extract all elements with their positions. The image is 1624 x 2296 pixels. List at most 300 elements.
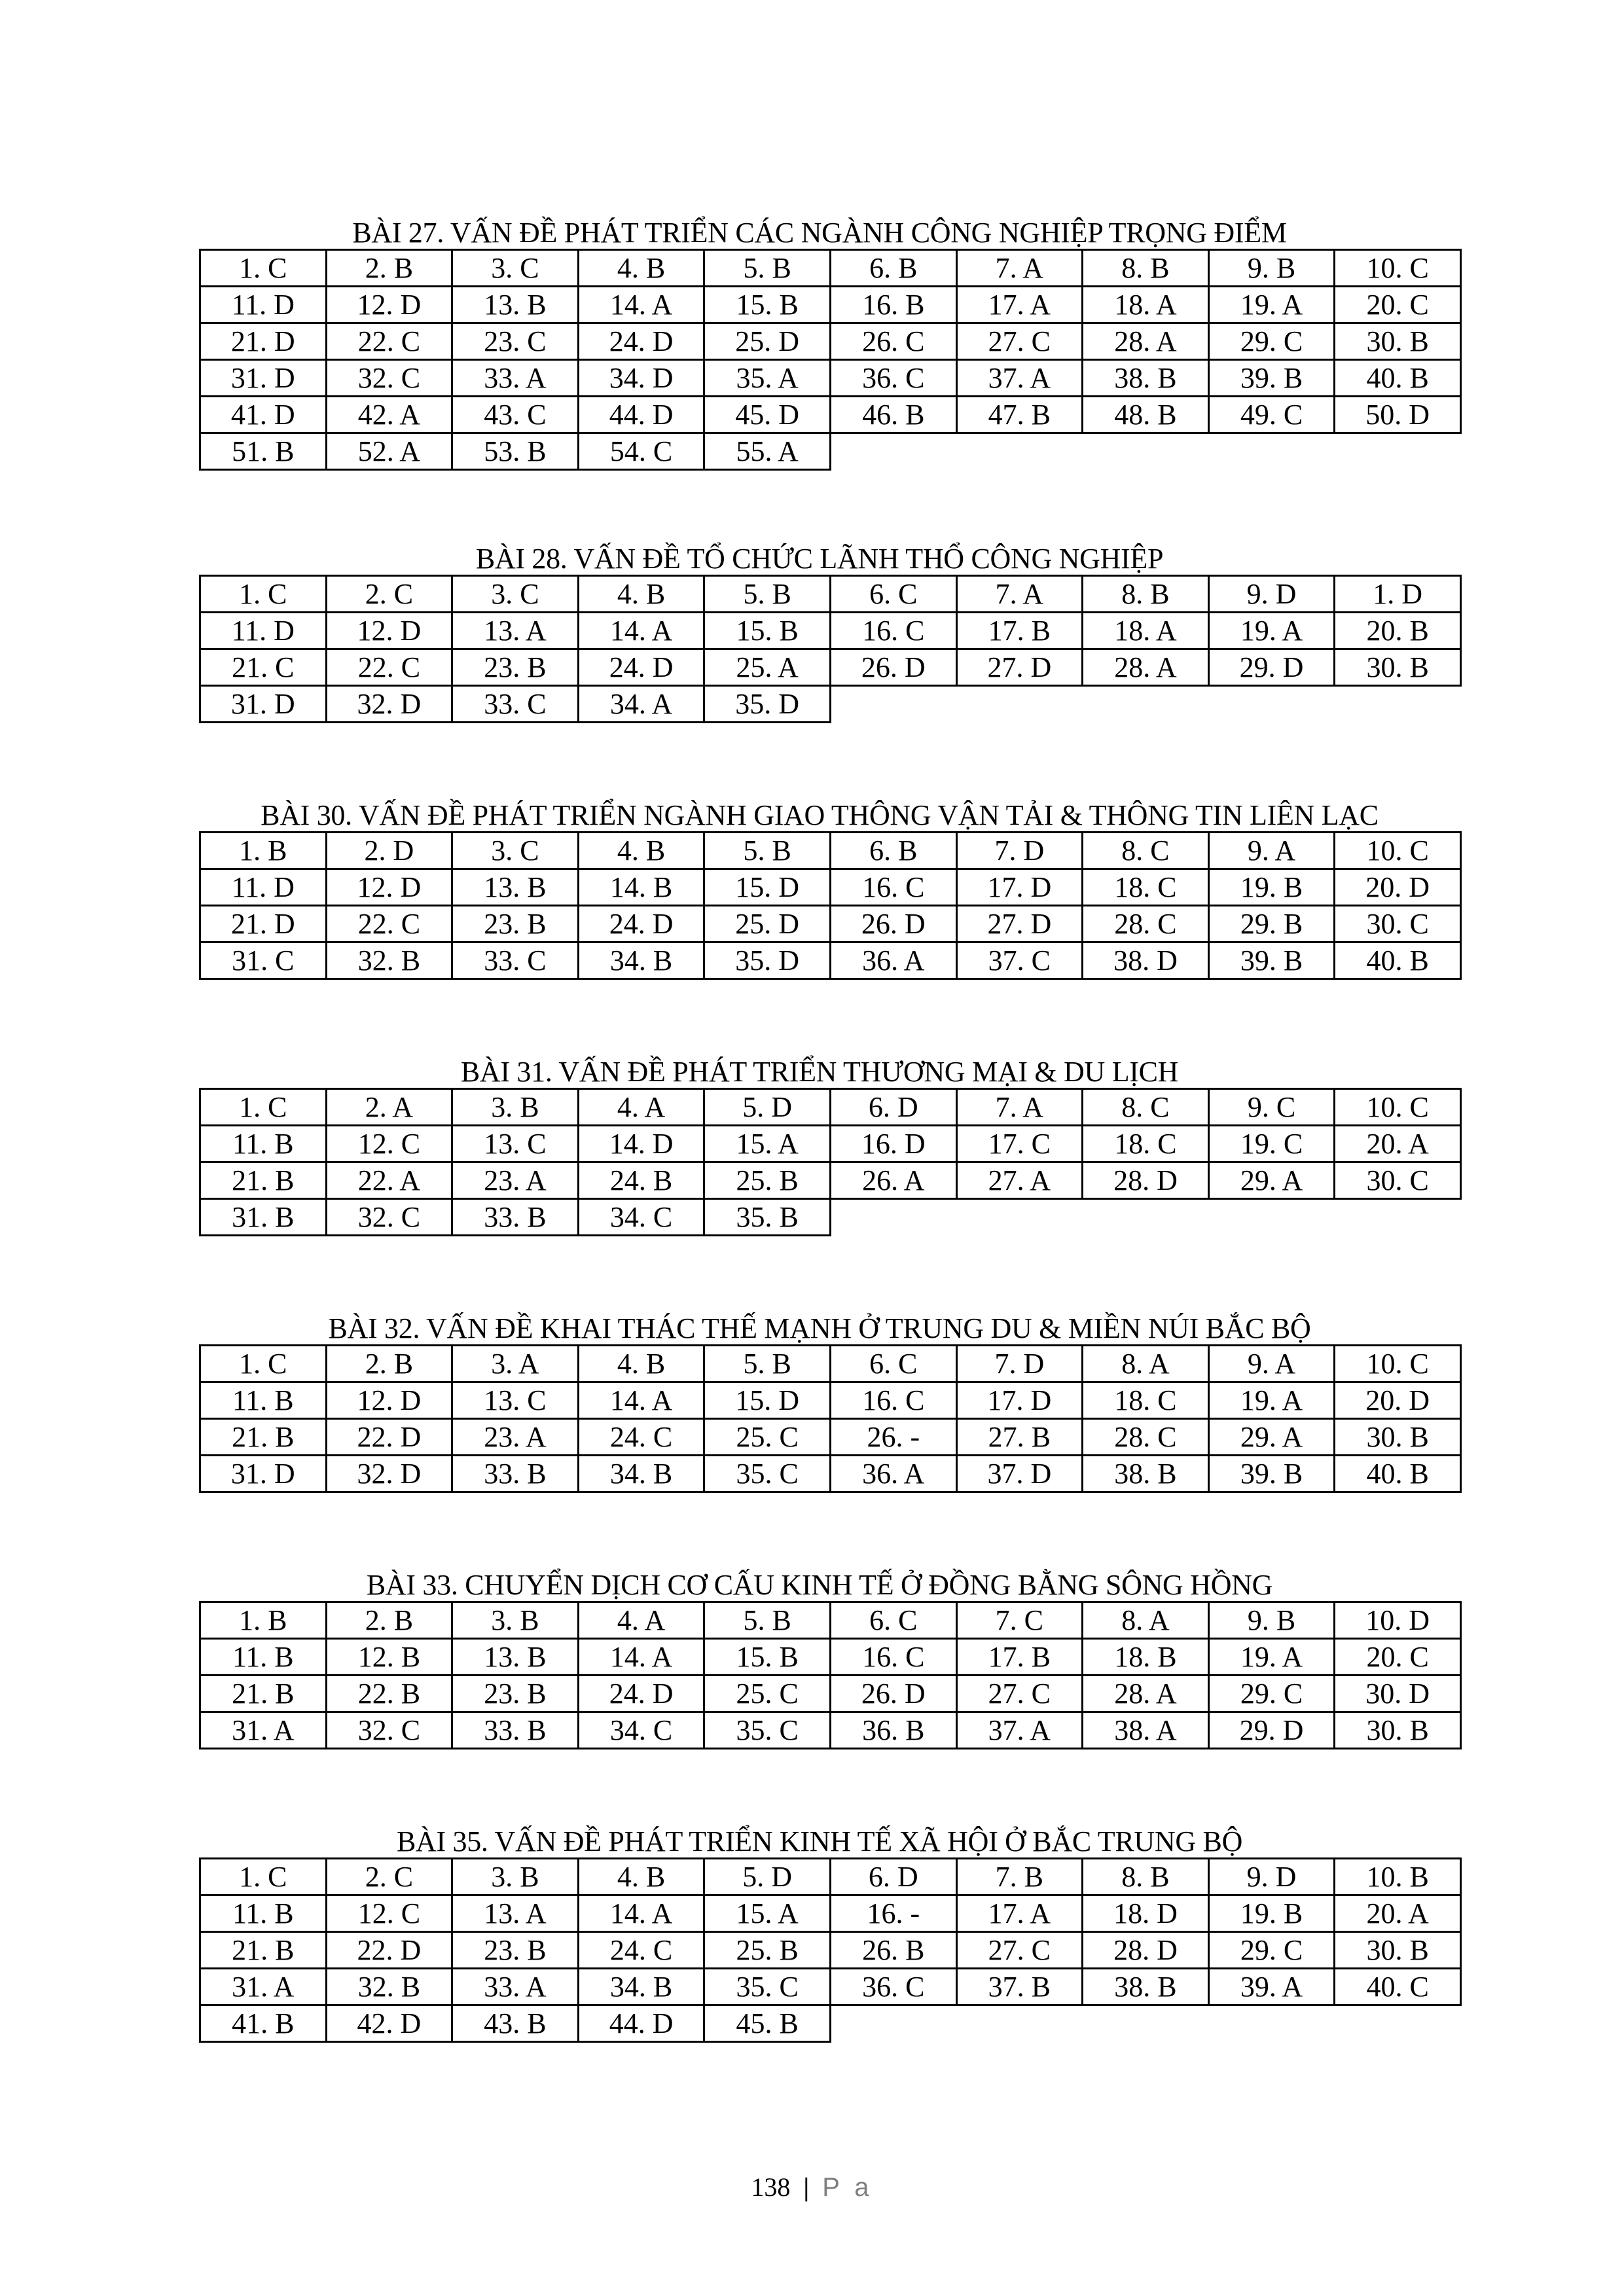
table-row xyxy=(200,942,1461,979)
answer-cell: 37. C xyxy=(956,942,1083,979)
answer-cell: 53. B xyxy=(452,433,579,470)
table-row xyxy=(200,869,1461,906)
table-row xyxy=(200,576,1461,613)
answer-cell: 18. C xyxy=(1083,869,1209,906)
answer-cell: 25. C xyxy=(704,1676,831,1712)
answer-cell: 13. B xyxy=(452,1639,579,1676)
table-row xyxy=(200,2005,1461,2042)
table-row xyxy=(200,1382,1461,1419)
answer-cell: 33. C xyxy=(452,686,579,723)
answer-cell: 3. C xyxy=(452,833,579,869)
answer-cell: 4. B xyxy=(578,833,704,869)
answer-cell: 11. B xyxy=(200,1382,327,1419)
answer-cell: 31. C xyxy=(200,942,327,979)
answer-cell: 21. D xyxy=(200,906,327,942)
empty-cell xyxy=(1208,433,1335,470)
answer-cell: 31. A xyxy=(200,1712,327,1749)
table-row xyxy=(200,833,1461,869)
answer-cell: 33. A xyxy=(452,1969,579,2005)
answer-cell: 44. D xyxy=(578,397,704,433)
answer-cell: 49. C xyxy=(1208,397,1335,433)
answer-cell: 23. B xyxy=(452,1676,579,1712)
answer-cell: 29. D xyxy=(1208,649,1335,686)
answer-cell: 21. B xyxy=(200,1932,327,1969)
answer-cell: 55. A xyxy=(704,433,831,470)
answer-cell: 17. B xyxy=(956,1639,1083,1676)
answer-cell: 13. B xyxy=(452,869,579,906)
answer-cell: 24. D xyxy=(578,323,704,360)
answer-cell: 37. A xyxy=(956,360,1083,397)
table-row xyxy=(200,686,1461,723)
answer-cell: 1. C xyxy=(200,1346,327,1382)
answer-cell: 13. B xyxy=(452,287,579,323)
answer-cell: 4. B xyxy=(578,250,704,287)
answer-cell: 2. B xyxy=(326,1346,452,1382)
answer-cell: 5. D xyxy=(704,1089,831,1126)
answer-cell: 38. B xyxy=(1083,1969,1209,2005)
empty-cell xyxy=(1208,1199,1335,1236)
answer-cell: 27. C xyxy=(956,1932,1083,1969)
answer-cell: 20. B xyxy=(1335,613,1461,649)
answer-cell: 35. C xyxy=(704,1969,831,2005)
answer-cell: 34. D xyxy=(578,360,704,397)
answer-cell: 14. B xyxy=(578,869,704,906)
answer-cell: 17. A xyxy=(956,1895,1083,1932)
answer-cell: 35. D xyxy=(704,942,831,979)
empty-cell xyxy=(1335,1199,1461,1236)
answer-cell: 39. A xyxy=(1208,1969,1335,2005)
answer-cell: 32. C xyxy=(326,1712,452,1749)
answer-cell: 9. A xyxy=(1208,1346,1335,1382)
answer-cell: 34. C xyxy=(578,1199,704,1236)
answer-cell: 2. C xyxy=(326,1859,452,1895)
answer-cell: 40. B xyxy=(1335,942,1461,979)
answer-cell: 24. C xyxy=(578,1419,704,1456)
answer-cell: 28. A xyxy=(1083,1676,1209,1712)
answer-cell: 54. C xyxy=(578,433,704,470)
section-title: BÀI 33. CHUYỂN DỊCH CƠ CẤU KINH TẾ Ở ĐỒNG BẰNG SÔNG HỒNG xyxy=(366,1569,1273,1601)
answer-cell: 24. D xyxy=(578,1676,704,1712)
answer-cell: 6. C xyxy=(830,576,956,613)
answer-cell: 34. C xyxy=(578,1712,704,1749)
empty-cell xyxy=(1335,433,1461,470)
answer-cell: 12. D xyxy=(326,287,452,323)
answer-cell: 51. B xyxy=(200,433,327,470)
answer-cell: 21. C xyxy=(200,649,327,686)
answer-cell: 24. D xyxy=(578,906,704,942)
answer-cell: 20. A xyxy=(1335,1126,1461,1162)
answer-cell: 10. D xyxy=(1335,1602,1461,1639)
answer-cell: 34. B xyxy=(578,942,704,979)
answer-cell: 22. C xyxy=(326,906,452,942)
page-footer xyxy=(0,2172,1624,2203)
answer-cell: 33. B xyxy=(452,1712,579,1749)
answer-cell: 27. A xyxy=(956,1162,1083,1199)
answer-cell: 36. A xyxy=(830,942,956,979)
answer-cell: 15. D xyxy=(704,1382,831,1419)
answer-cell: 1. C xyxy=(200,576,327,613)
answer-cell: 13. C xyxy=(452,1126,579,1162)
table-row xyxy=(200,1639,1461,1676)
table-row xyxy=(200,287,1461,323)
answer-table xyxy=(199,1344,1462,1493)
table-row xyxy=(200,1859,1461,1895)
answer-cell: 20. C xyxy=(1335,287,1461,323)
answer-cell: 28. D xyxy=(1083,1932,1209,1969)
answer-cell: 33. A xyxy=(452,360,579,397)
answer-cell: 13. A xyxy=(452,613,579,649)
answer-cell: 40. B xyxy=(1335,1456,1461,1492)
table-row xyxy=(200,1895,1461,1932)
table-row xyxy=(200,1676,1461,1712)
answer-cell: 39. B xyxy=(1208,360,1335,397)
answer-cell: 30. C xyxy=(1335,1162,1461,1199)
empty-cell xyxy=(830,1199,956,1236)
answer-cell: 30. D xyxy=(1335,1676,1461,1712)
answer-cell: 46. B xyxy=(830,397,956,433)
section-title: BÀI 28. VẤN ĐỀ TỔ CHỨC LÃNH THỔ CÔNG NGHIỆP xyxy=(475,543,1164,575)
section-title: BÀI 32. VẤN ĐỀ KHAI THÁC THẾ MẠNH Ở TRUNG DU & MIỀN NÚI BẮC BỘ xyxy=(328,1312,1311,1344)
section-bai-30 xyxy=(199,800,1440,980)
answer-cell: 3. B xyxy=(452,1089,579,1126)
answer-cell: 36. C xyxy=(830,360,956,397)
answer-cell: 2. B xyxy=(326,250,452,287)
answer-cell: 15. D xyxy=(704,869,831,906)
table-row xyxy=(200,649,1461,686)
answer-cell: 6. C xyxy=(830,1346,956,1382)
answer-cell: 8. B xyxy=(1083,1859,1209,1895)
answer-cell: 8. B xyxy=(1083,250,1209,287)
answer-cell: 20. C xyxy=(1335,1639,1461,1676)
answer-cell: 7. A xyxy=(956,1089,1083,1126)
answer-cell: 7. B xyxy=(956,1859,1083,1895)
table-row xyxy=(200,1089,1461,1126)
answer-cell: 27. C xyxy=(956,1676,1083,1712)
answer-cell: 18. C xyxy=(1083,1126,1209,1162)
answer-cell: 7. D xyxy=(956,833,1083,869)
answer-cell: 24. D xyxy=(578,649,704,686)
answer-cell: 4. B xyxy=(578,1859,704,1895)
answer-cell: 16. C xyxy=(830,1639,956,1676)
answer-cell: 32. B xyxy=(326,1969,452,2005)
answer-cell: 15. A xyxy=(704,1895,831,1932)
answer-cell: 25. A xyxy=(704,649,831,686)
empty-cell xyxy=(830,433,956,470)
answer-cell: 38. B xyxy=(1083,1456,1209,1492)
answer-cell: 4. A xyxy=(578,1602,704,1639)
empty-cell xyxy=(956,2005,1083,2042)
answer-cell: 4. A xyxy=(578,1089,704,1126)
answer-cell: 17. D xyxy=(956,869,1083,906)
answer-cell: 25. D xyxy=(704,906,831,942)
answer-cell: 26. C xyxy=(830,323,956,360)
table-row xyxy=(200,1162,1461,1199)
answer-cell: 29. C xyxy=(1208,1932,1335,1969)
answer-cell: 33. C xyxy=(452,942,579,979)
empty-cell xyxy=(1083,686,1209,723)
answer-cell: 25. C xyxy=(704,1419,831,1456)
answer-cell: 16. B xyxy=(830,287,956,323)
empty-cell xyxy=(956,433,1083,470)
answer-cell: 35. D xyxy=(704,686,831,723)
answer-cell: 12. C xyxy=(326,1895,452,1932)
answer-cell: 25. D xyxy=(704,323,831,360)
answer-cell: 19. A xyxy=(1208,613,1335,649)
answer-cell: 15. B xyxy=(704,613,831,649)
answer-cell: 2. D xyxy=(326,833,452,869)
answer-cell: 14. A xyxy=(578,613,704,649)
answer-cell: 39. B xyxy=(1208,942,1335,979)
answer-cell: 13. C xyxy=(452,1382,579,1419)
answer-cell: 10. C xyxy=(1335,250,1461,287)
answer-cell: 26. D xyxy=(830,906,956,942)
answer-cell: 31. D xyxy=(200,1456,327,1492)
answer-cell: 29. A xyxy=(1208,1419,1335,1456)
answer-cell: 25. B xyxy=(704,1162,831,1199)
answer-cell: 21. B xyxy=(200,1676,327,1712)
section-title: BÀI 27. VẤN ĐỀ PHÁT TRIỂN CÁC NGÀNH CÔNG NGHIỆP TRỌNG ĐIỂM xyxy=(352,217,1287,249)
answer-cell: 41. D xyxy=(200,397,327,433)
answer-cell: 19. B xyxy=(1208,1895,1335,1932)
answer-cell: 32. C xyxy=(326,1199,452,1236)
answer-cell: 32. D xyxy=(326,686,452,723)
answer-table xyxy=(199,249,1462,471)
answer-cell: 21. B xyxy=(200,1419,327,1456)
answer-cell: 19. A xyxy=(1208,287,1335,323)
answer-cell: 10. C xyxy=(1335,1346,1461,1382)
answer-cell: 41. B xyxy=(200,2005,327,2042)
answer-cell: 10. C xyxy=(1335,1089,1461,1126)
answer-cell: 26. - xyxy=(830,1419,956,1456)
answer-cell: 5. B xyxy=(704,833,831,869)
answer-cell: 23. B xyxy=(452,1932,579,1969)
answer-cell: 29. A xyxy=(1208,1162,1335,1199)
table-row xyxy=(200,250,1461,287)
answer-cell: 5. B xyxy=(704,250,831,287)
answer-cell: 27. D xyxy=(956,649,1083,686)
answer-cell: 10. C xyxy=(1335,833,1461,869)
section-bai-33 xyxy=(199,1570,1440,1749)
answer-cell: 12. D xyxy=(326,869,452,906)
section-bai-35 xyxy=(199,1826,1440,2043)
answer-cell: 22. D xyxy=(326,1932,452,1969)
answer-cell: 8. C xyxy=(1083,1089,1209,1126)
answer-cell: 34. A xyxy=(578,686,704,723)
answer-cell: 22. D xyxy=(326,1419,452,1456)
answer-cell: 36. C xyxy=(830,1969,956,2005)
answer-cell: 10. B xyxy=(1335,1859,1461,1895)
answer-cell: 42. D xyxy=(326,2005,452,2042)
answer-cell: 39. B xyxy=(1208,1456,1335,1492)
answer-cell: 18. A xyxy=(1083,287,1209,323)
answer-cell: 29. C xyxy=(1208,323,1335,360)
empty-cell xyxy=(956,686,1083,723)
answer-cell: 14. D xyxy=(578,1126,704,1162)
answer-cell: 52. A xyxy=(326,433,452,470)
answer-cell: 37. B xyxy=(956,1969,1083,2005)
answer-cell: 3. A xyxy=(452,1346,579,1382)
answer-cell: 38. D xyxy=(1083,942,1209,979)
table-row xyxy=(200,1419,1461,1456)
answer-cell: 28. C xyxy=(1083,1419,1209,1456)
answer-cell: 5. B xyxy=(704,576,831,613)
answer-cell: 19. B xyxy=(1208,869,1335,906)
answer-cell: 3. B xyxy=(452,1859,579,1895)
answer-cell: 33. B xyxy=(452,1456,579,1492)
section-bai-31 xyxy=(199,1056,1440,1236)
table-row xyxy=(200,1932,1461,1969)
answer-cell: 6. B xyxy=(830,833,956,869)
answer-cell: 38. B xyxy=(1083,360,1209,397)
answer-cell: 7. C xyxy=(956,1602,1083,1639)
table-row xyxy=(200,360,1461,397)
answer-cell: 18. C xyxy=(1083,1382,1209,1419)
answer-cell: 28. A xyxy=(1083,323,1209,360)
empty-cell xyxy=(830,686,956,723)
answer-cell: 9. A xyxy=(1208,833,1335,869)
answer-cell: 11. B xyxy=(200,1639,327,1676)
answer-cell: 14. A xyxy=(578,287,704,323)
answer-cell: 4. B xyxy=(578,576,704,613)
answer-cell: 35. C xyxy=(704,1456,831,1492)
empty-cell xyxy=(1083,2005,1209,2042)
answer-cell: 35. A xyxy=(704,360,831,397)
answer-cell: 15. A xyxy=(704,1126,831,1162)
answer-cell: 9. D xyxy=(1208,1859,1335,1895)
answer-cell: 24. C xyxy=(578,1932,704,1969)
table-row xyxy=(200,397,1461,433)
footer-label: P a xyxy=(822,2173,873,2202)
answer-table xyxy=(199,1857,1462,2043)
answer-cell: 16. D xyxy=(830,1126,956,1162)
answer-cell: 48. B xyxy=(1083,397,1209,433)
answer-cell: 18. B xyxy=(1083,1639,1209,1676)
section-bai-28 xyxy=(199,543,1440,723)
answer-cell: 15. B xyxy=(704,287,831,323)
answer-cell: 1. B xyxy=(200,1602,327,1639)
answer-cell: 37. D xyxy=(956,1456,1083,1492)
answer-cell: 12. D xyxy=(326,613,452,649)
answer-cell: 21. B xyxy=(200,1162,327,1199)
answer-cell: 28. C xyxy=(1083,906,1209,942)
answer-cell: 45. D xyxy=(704,397,831,433)
answer-cell: 6. D xyxy=(830,1089,956,1126)
empty-cell xyxy=(956,1199,1083,1236)
answer-cell: 8. B xyxy=(1083,576,1209,613)
answer-cell: 11. D xyxy=(200,613,327,649)
answer-cell: 30. B xyxy=(1335,649,1461,686)
answer-cell: 20. D xyxy=(1335,1382,1461,1419)
answer-cell: 30. B xyxy=(1335,1712,1461,1749)
answer-cell: 1. B xyxy=(200,833,327,869)
answer-cell: 47. B xyxy=(956,397,1083,433)
answer-cell: 4. B xyxy=(578,1346,704,1382)
answer-cell: 26. B xyxy=(830,1932,956,1969)
answer-cell: 24. B xyxy=(578,1162,704,1199)
answer-cell: 17. B xyxy=(956,613,1083,649)
answer-cell: 9. B xyxy=(1208,250,1335,287)
answer-cell: 38. A xyxy=(1083,1712,1209,1749)
table-row xyxy=(200,1602,1461,1639)
answer-cell: 23. B xyxy=(452,906,579,942)
answer-cell: 6. B xyxy=(830,250,956,287)
answer-cell: 30. B xyxy=(1335,1419,1461,1456)
answer-cell: 27. C xyxy=(956,323,1083,360)
answer-cell: 34. B xyxy=(578,1969,704,2005)
answer-cell: 32. B xyxy=(326,942,452,979)
answer-cell: 43. B xyxy=(452,2005,579,2042)
answer-cell: 12. D xyxy=(326,1382,452,1419)
answer-cell: 17. D xyxy=(956,1382,1083,1419)
answer-cell: 1. C xyxy=(200,250,327,287)
answer-cell: 19. C xyxy=(1208,1126,1335,1162)
answer-cell: 20. D xyxy=(1335,869,1461,906)
answer-cell: 11. D xyxy=(200,287,327,323)
answer-cell: 21. D xyxy=(200,323,327,360)
answer-cell: 29. B xyxy=(1208,906,1335,942)
answer-cell: 1. D xyxy=(1335,576,1461,613)
answer-cell: 14. A xyxy=(578,1382,704,1419)
answer-cell: 3. B xyxy=(452,1602,579,1639)
answer-table xyxy=(199,1088,1462,1236)
answer-cell: 14. A xyxy=(578,1895,704,1932)
answer-cell: 42. A xyxy=(326,397,452,433)
answer-cell: 30. B xyxy=(1335,1932,1461,1969)
answer-cell: 30. C xyxy=(1335,906,1461,942)
answer-cell: 36. B xyxy=(830,1712,956,1749)
answer-cell: 12. B xyxy=(326,1639,452,1676)
answer-cell: 14. A xyxy=(578,1639,704,1676)
answer-cell: 28. A xyxy=(1083,649,1209,686)
answer-table xyxy=(199,575,1462,723)
section-title: BÀI 35. VẤN ĐỀ PHÁT TRIỂN KINH TẾ XÃ HỘI Ở BẮC TRUNG BỘ xyxy=(396,1825,1243,1857)
answer-cell: 11. B xyxy=(200,1895,327,1932)
answer-cell: 31. D xyxy=(200,686,327,723)
answer-cell: 5. D xyxy=(704,1859,831,1895)
empty-cell xyxy=(1083,1199,1209,1236)
answer-cell: 23. B xyxy=(452,649,579,686)
empty-cell xyxy=(1208,686,1335,723)
answer-cell: 11. D xyxy=(200,869,327,906)
answer-cell: 5. B xyxy=(704,1346,831,1382)
answer-cell: 44. D xyxy=(578,2005,704,2042)
section-bai-27 xyxy=(199,217,1440,471)
answer-cell: 8. A xyxy=(1083,1346,1209,1382)
answer-cell: 11. B xyxy=(200,1126,327,1162)
answer-cell: 26. A xyxy=(830,1162,956,1199)
section-title: BÀI 31. VẤN ĐỀ PHÁT TRIỂN THƯƠNG MẠI & DU LỊCH xyxy=(460,1056,1179,1088)
answer-cell: 16. C xyxy=(830,1382,956,1419)
table-row xyxy=(200,1456,1461,1492)
answer-cell: 3. C xyxy=(452,576,579,613)
answer-cell: 30. B xyxy=(1335,323,1461,360)
answer-cell: 33. B xyxy=(452,1199,579,1236)
answer-cell: 31. B xyxy=(200,1199,327,1236)
answer-cell: 37. A xyxy=(956,1712,1083,1749)
answer-cell: 15. B xyxy=(704,1639,831,1676)
answer-cell: 35. B xyxy=(704,1199,831,1236)
answer-cell: 23. A xyxy=(452,1162,579,1199)
section-bai-32 xyxy=(199,1313,1440,1493)
answer-cell: 22. C xyxy=(326,323,452,360)
answer-cell: 43. C xyxy=(452,397,579,433)
answer-cell: 40. C xyxy=(1335,1969,1461,2005)
answer-cell: 31. A xyxy=(200,1969,327,2005)
answer-cell: 23. A xyxy=(452,1419,579,1456)
answer-cell: 16. - xyxy=(830,1895,956,1932)
answer-cell: 26. D xyxy=(830,649,956,686)
answer-cell: 2. A xyxy=(326,1089,452,1126)
